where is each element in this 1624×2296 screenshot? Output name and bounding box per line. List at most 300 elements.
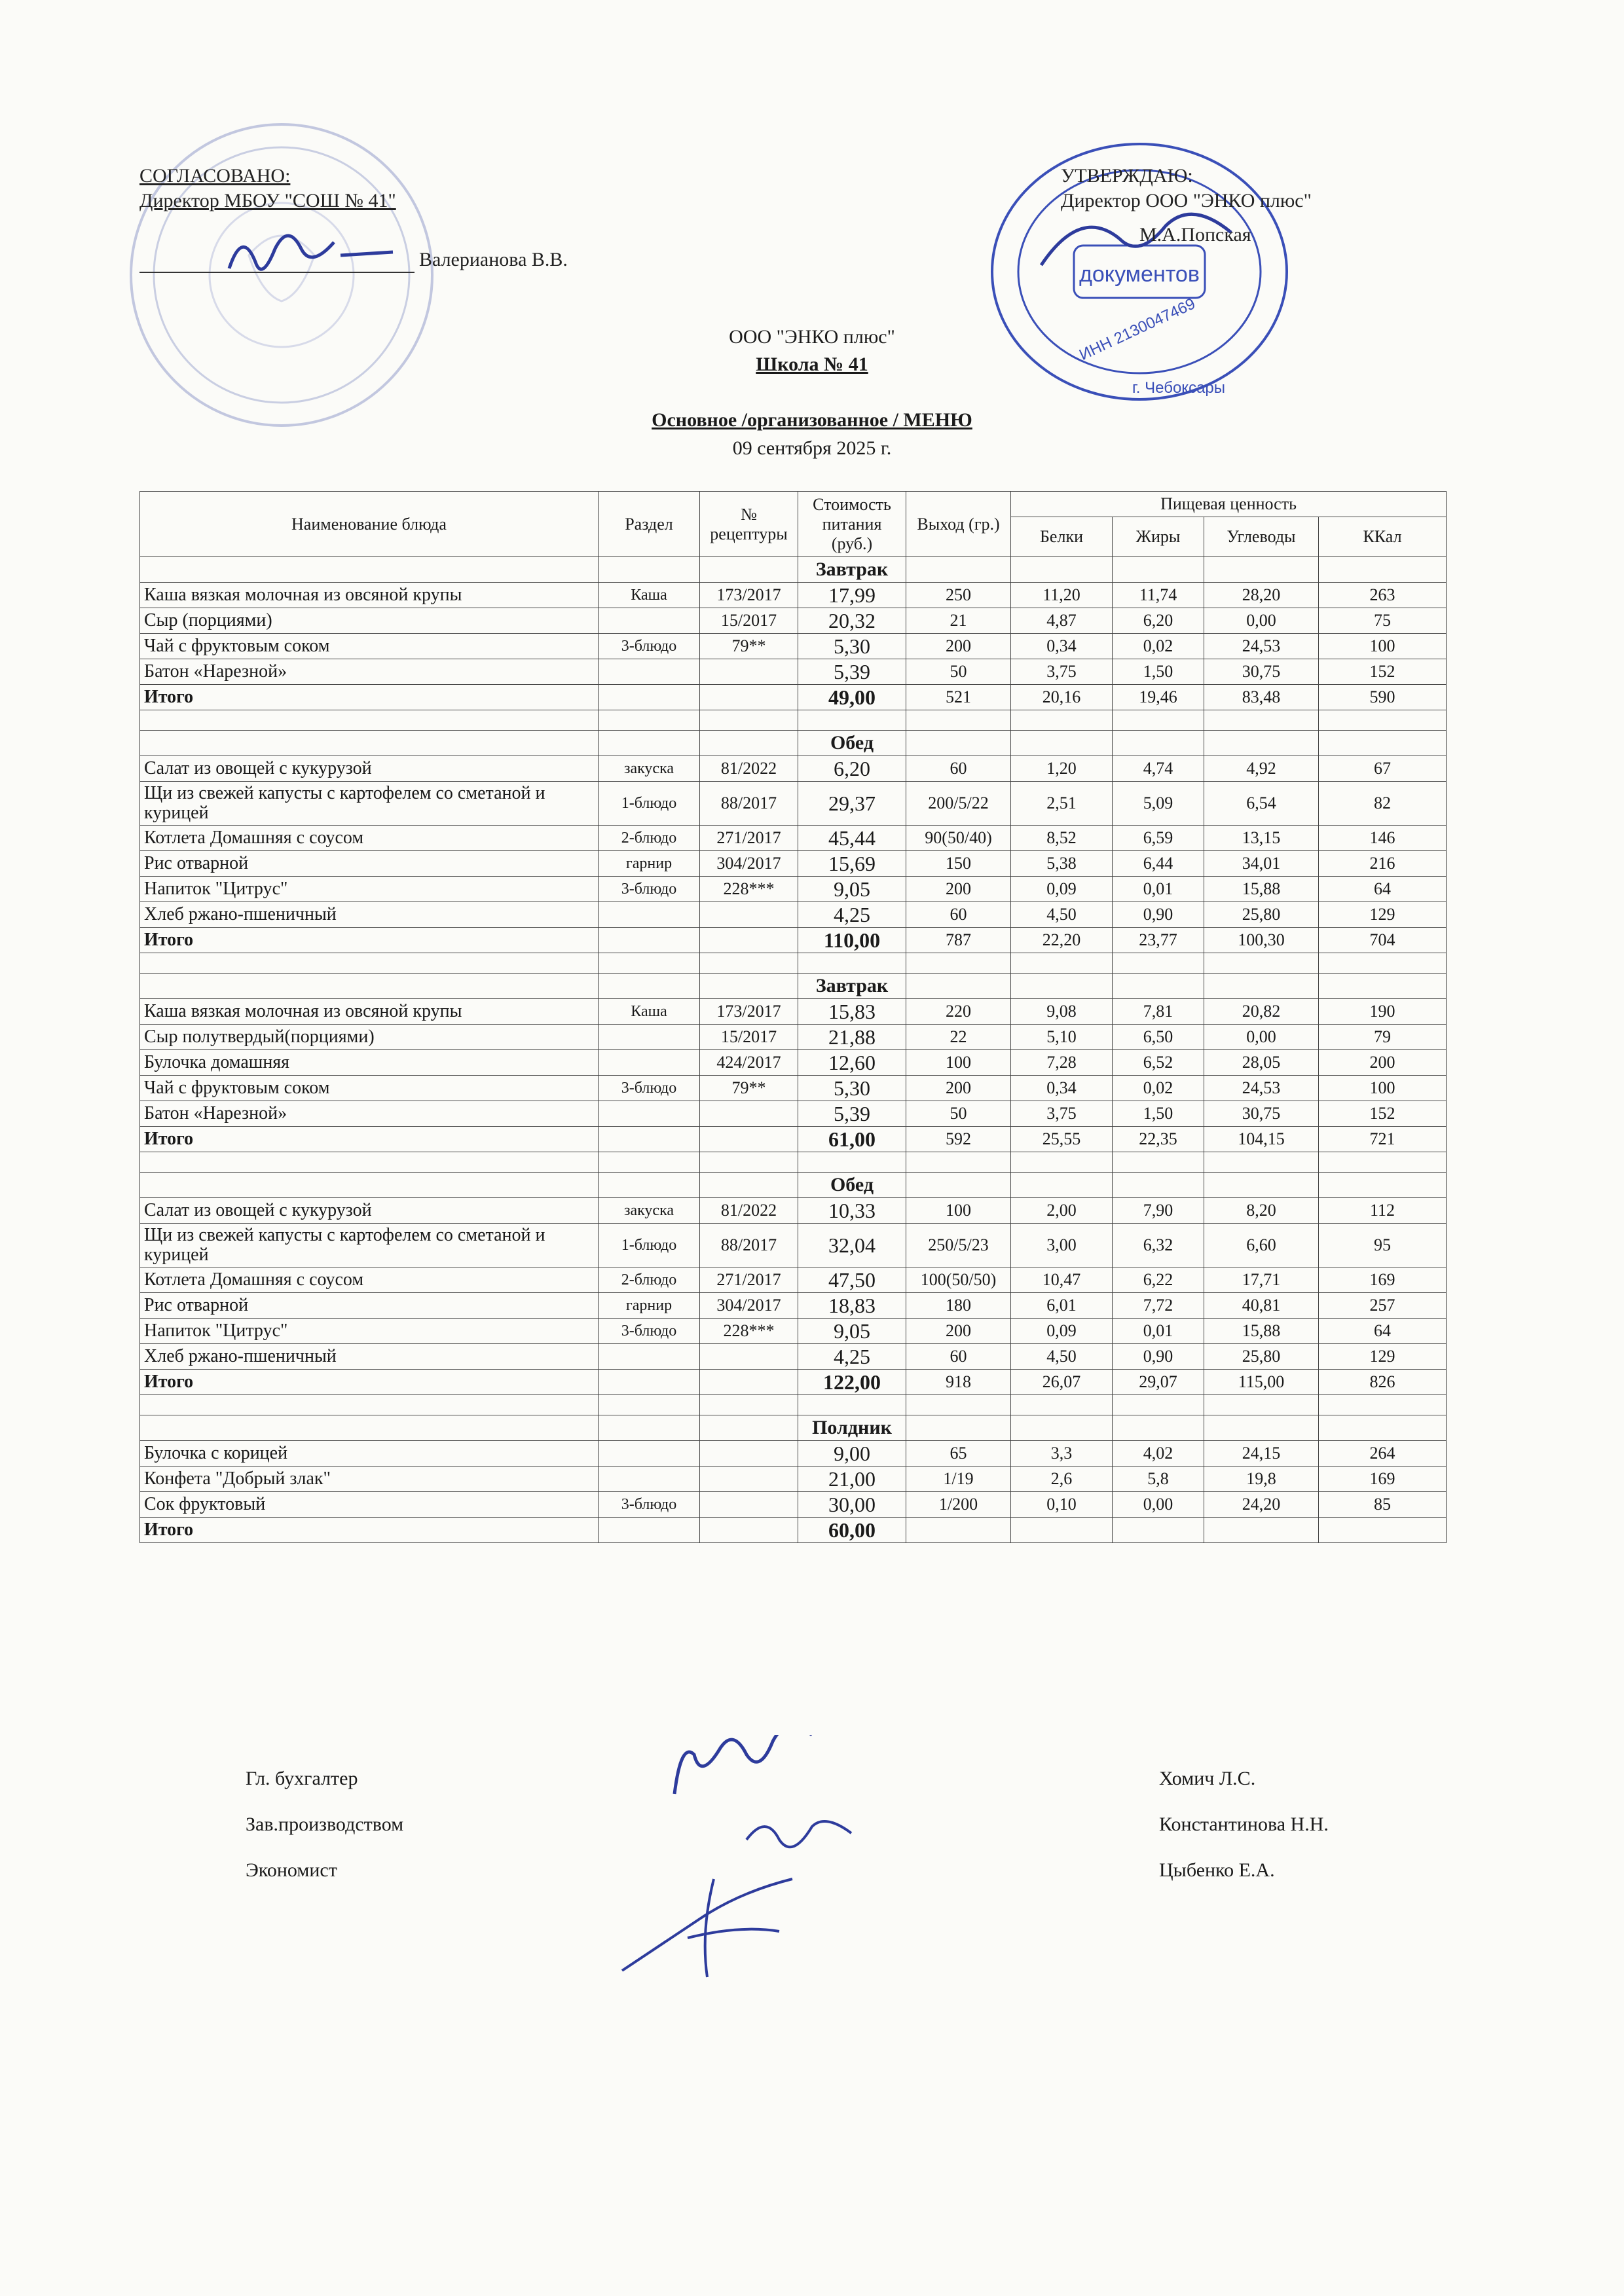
cell-protein: 0,34	[1011, 634, 1113, 659]
cell-name: Сыр полутвердый(порциями)	[140, 1025, 599, 1050]
empty-cell	[1113, 1173, 1204, 1198]
total-row	[140, 1370, 1447, 1395]
cell-kcal: 67	[1319, 756, 1447, 782]
cell-recipe	[700, 659, 798, 685]
cell-section	[599, 928, 700, 953]
cell-carbs: 30,75	[1204, 659, 1319, 685]
cell-fat: 6,32	[1113, 1224, 1204, 1267]
cell-fat: 0,00	[1113, 1492, 1204, 1518]
cell-kcal: 82	[1319, 782, 1447, 826]
approval-right-position: Директор ООО "ЭНКО плюс"	[1061, 190, 1312, 211]
cell-yield: 21	[906, 608, 1011, 634]
cell-fat: 0,01	[1113, 877, 1204, 902]
cell-yield: 65	[906, 1441, 1011, 1467]
cell-yield: 200	[906, 877, 1011, 902]
empty-cell	[140, 974, 599, 999]
cell-kcal: 190	[1319, 999, 1447, 1025]
cell-recipe: 15/2017	[700, 608, 798, 634]
cell-yield: 1/200	[906, 1492, 1011, 1518]
cell-yield: 918	[906, 1370, 1011, 1395]
empty-cell	[140, 1395, 599, 1415]
cell-cost: 9,00	[798, 1441, 906, 1467]
empty-cell	[906, 1152, 1011, 1173]
cell-section: 1-блюдо	[599, 782, 700, 826]
cell-name: Итого	[140, 928, 599, 953]
cell-cost: 5,30	[798, 634, 906, 659]
cell-yield: 60	[906, 902, 1011, 928]
signature-line-left	[139, 272, 415, 273]
cell-carbs: 15,88	[1204, 877, 1319, 902]
cell-protein: 0,34	[1011, 1076, 1113, 1101]
cell-protein: 4,50	[1011, 1344, 1113, 1370]
cell-kcal: 112	[1319, 1198, 1447, 1224]
table-row	[140, 1344, 1447, 1370]
cell-recipe: 173/2017	[700, 999, 798, 1025]
cell-protein: 2,6	[1011, 1467, 1113, 1492]
cell-carbs: 24,15	[1204, 1441, 1319, 1467]
cell-carbs	[1204, 1518, 1319, 1543]
cell-cost: 49,00	[798, 685, 906, 710]
meal-label: Обед	[798, 731, 906, 756]
cell-recipe	[700, 1441, 798, 1467]
cell-section	[599, 1441, 700, 1467]
empty-cell	[599, 1152, 700, 1173]
cell-protein: 2,51	[1011, 782, 1113, 826]
cell-cost: 5,39	[798, 1101, 906, 1127]
cell-fat: 4,74	[1113, 756, 1204, 782]
cell-fat: 22,35	[1113, 1127, 1204, 1152]
empty-cell	[1011, 1415, 1113, 1441]
table-row	[140, 1198, 1447, 1224]
cell-carbs: 104,15	[1204, 1127, 1319, 1152]
cell-protein: 25,55	[1011, 1127, 1113, 1152]
cell-section: 3-блюдо	[599, 1492, 700, 1518]
cell-section: 3-блюдо	[599, 634, 700, 659]
cell-yield: 787	[906, 928, 1011, 953]
cell-fat: 0,02	[1113, 1076, 1204, 1101]
empty-cell	[1204, 953, 1319, 974]
cell-fat: 6,44	[1113, 851, 1204, 877]
col-header-section: Раздел	[599, 492, 700, 557]
cell-name: Конфета "Добрый злак"	[140, 1467, 599, 1492]
meal-header-row	[140, 1415, 1447, 1441]
empty-cell	[1113, 557, 1204, 583]
footer-name-economist: Цыбенко Е.А.	[1159, 1859, 1275, 1881]
cell-fat: 5,8	[1113, 1467, 1204, 1492]
cell-fat: 0,01	[1113, 1319, 1204, 1344]
empty-cell	[599, 953, 700, 974]
menu-table	[139, 491, 1447, 1543]
table-row	[140, 1050, 1447, 1076]
empty-cell	[599, 974, 700, 999]
menu-title: Основное /организованное / МЕНЮ	[652, 409, 972, 431]
cell-fat: 6,50	[1113, 1025, 1204, 1050]
cell-recipe	[700, 1370, 798, 1395]
cell-name: Салат из овощей с кукурузой	[140, 756, 599, 782]
approval-right-signatory: М.А.Попская	[1139, 224, 1251, 246]
cell-protein: 3,75	[1011, 659, 1113, 685]
cell-kcal: 152	[1319, 1101, 1447, 1127]
cell-fat	[1113, 1518, 1204, 1543]
cell-kcal: 100	[1319, 1076, 1447, 1101]
empty-cell	[700, 1173, 798, 1198]
cell-fat: 11,74	[1113, 583, 1204, 608]
total-row	[140, 685, 1447, 710]
cell-cost: 32,04	[798, 1224, 906, 1267]
cell-cost: 30,00	[798, 1492, 906, 1518]
cell-name: Сок фруктовый	[140, 1492, 599, 1518]
table-row	[140, 634, 1447, 659]
cell-fat: 7,90	[1113, 1198, 1204, 1224]
meal-header-row	[140, 974, 1447, 999]
cell-recipe	[700, 1467, 798, 1492]
cell-fat: 5,09	[1113, 782, 1204, 826]
cell-kcal: 169	[1319, 1467, 1447, 1492]
cell-fat: 4,02	[1113, 1441, 1204, 1467]
empty-cell	[140, 1173, 599, 1198]
cell-yield: 100	[906, 1198, 1011, 1224]
production-signature	[740, 1800, 871, 1859]
empty-cell	[1113, 974, 1204, 999]
cell-section	[599, 1050, 700, 1076]
cell-protein: 10,47	[1011, 1267, 1113, 1293]
cell-fat: 6,22	[1113, 1267, 1204, 1293]
stamp-city: г. Чебоксары	[1132, 379, 1226, 397]
cell-recipe: 304/2017	[700, 1293, 798, 1319]
empty-cell	[1319, 953, 1447, 974]
empty-cell	[1113, 953, 1204, 974]
empty-cell	[700, 1152, 798, 1173]
cell-yield: 100	[906, 1050, 1011, 1076]
cell-cost: 110,00	[798, 928, 906, 953]
cell-cost: 5,39	[798, 659, 906, 685]
cell-fat: 0,90	[1113, 1344, 1204, 1370]
col-header-kcal: ККал	[1319, 517, 1447, 557]
cell-cost: 6,20	[798, 756, 906, 782]
cell-name: Хлеб ржано-пшеничный	[140, 902, 599, 928]
cell-carbs: 115,00	[1204, 1370, 1319, 1395]
approval-left-signatory: Валерианова В.В.	[419, 249, 568, 270]
table-row	[140, 877, 1447, 902]
col-header-nutrition: Пищевая ценность	[1011, 492, 1447, 517]
cell-cost: 9,05	[798, 877, 906, 902]
empty-cell	[906, 974, 1011, 999]
empty-cell	[599, 1395, 700, 1415]
cell-carbs: 13,15	[1204, 826, 1319, 851]
school-stamp	[118, 111, 445, 439]
cell-kcal	[1319, 1518, 1447, 1543]
menu-body	[140, 557, 1447, 1543]
cell-carbs: 28,20	[1204, 583, 1319, 608]
cell-carbs: 30,75	[1204, 1101, 1319, 1127]
empty-cell	[1204, 1395, 1319, 1415]
cell-name: Напиток "Цитрус"	[140, 1319, 599, 1344]
cell-recipe: 228***	[700, 877, 798, 902]
total-row	[140, 1518, 1447, 1543]
cell-fat: 7,72	[1113, 1293, 1204, 1319]
empty-cell	[1204, 1173, 1319, 1198]
cell-protein: 0,09	[1011, 1319, 1113, 1344]
cell-yield: 150	[906, 851, 1011, 877]
cell-carbs: 28,05	[1204, 1050, 1319, 1076]
footer-name-production: Константинова Н.Н.	[1159, 1813, 1329, 1835]
cell-fat: 6,52	[1113, 1050, 1204, 1076]
cell-yield: 220	[906, 999, 1011, 1025]
footer-role-production: Зав.производством	[246, 1813, 404, 1835]
cell-carbs: 6,54	[1204, 782, 1319, 826]
cell-protein: 2,00	[1011, 1198, 1113, 1224]
cell-kcal: 264	[1319, 1441, 1447, 1467]
empty-cell	[1011, 953, 1113, 974]
cell-kcal: 100	[1319, 634, 1447, 659]
cell-section: 3-блюдо	[599, 877, 700, 902]
empty-cell	[1204, 710, 1319, 731]
cell-recipe	[700, 1101, 798, 1127]
cell-recipe: 81/2022	[700, 1198, 798, 1224]
cell-yield: 60	[906, 1344, 1011, 1370]
cell-cost: 47,50	[798, 1267, 906, 1293]
meal-label: Обед	[798, 1173, 906, 1198]
cell-yield: 60	[906, 756, 1011, 782]
cell-protein: 3,00	[1011, 1224, 1113, 1267]
table-row	[140, 659, 1447, 685]
cell-yield: 250	[906, 583, 1011, 608]
table-row	[140, 1101, 1447, 1127]
col-header-yield: Выход (гр.)	[906, 492, 1011, 557]
empty-cell	[1319, 731, 1447, 756]
cell-section	[599, 1518, 700, 1543]
approval-right-title: УТВЕРЖДАЮ:	[1061, 165, 1193, 187]
cell-kcal: 64	[1319, 877, 1447, 902]
cell-recipe: 271/2017	[700, 1267, 798, 1293]
empty-cell	[1011, 1173, 1113, 1198]
cell-cost: 60,00	[798, 1518, 906, 1543]
cell-recipe: 88/2017	[700, 782, 798, 826]
cell-section: гарнир	[599, 851, 700, 877]
cell-section	[599, 1101, 700, 1127]
cell-recipe	[700, 928, 798, 953]
cell-name: Котлета Домашняя с соусом	[140, 826, 599, 851]
cell-name: Батон «Нарезной»	[140, 1101, 599, 1127]
empty-cell	[1011, 1152, 1113, 1173]
cell-cost: 29,37	[798, 782, 906, 826]
col-header-cost: Стоимость питания (руб.)	[798, 492, 906, 557]
empty-cell	[1204, 731, 1319, 756]
school-name: Школа № 41	[756, 354, 868, 375]
cell-section: 2-блюдо	[599, 826, 700, 851]
cell-cost: 15,83	[798, 999, 906, 1025]
cell-recipe	[700, 1492, 798, 1518]
cell-section: 2-блюдо	[599, 1267, 700, 1293]
cell-protein: 4,50	[1011, 902, 1113, 928]
cell-name: Чай с фруктовым соком	[140, 1076, 599, 1101]
cell-name: Хлеб ржано-пшеничный	[140, 1344, 599, 1370]
cell-recipe: 228***	[700, 1319, 798, 1344]
empty-cell	[700, 1395, 798, 1415]
empty-cell	[906, 710, 1011, 731]
cell-kcal: 169	[1319, 1267, 1447, 1293]
cell-yield: 200/5/22	[906, 782, 1011, 826]
empty-cell	[700, 953, 798, 974]
cell-name: Чай с фруктовым соком	[140, 634, 599, 659]
total-row	[140, 928, 1447, 953]
cell-name: Рис отварной	[140, 1293, 599, 1319]
col-header-carbs: Углеводы	[1204, 517, 1319, 557]
cell-kcal: 263	[1319, 583, 1447, 608]
approval-left-position: Директор МБОУ "СОШ № 41"	[139, 190, 396, 211]
empty-cell	[599, 710, 700, 731]
empty-cell	[1204, 1415, 1319, 1441]
cell-section	[599, 685, 700, 710]
empty-cell	[140, 557, 599, 583]
empty-cell	[140, 731, 599, 756]
cell-section	[599, 1025, 700, 1050]
cell-protein: 9,08	[1011, 999, 1113, 1025]
col-header-name: Наименование блюда	[140, 492, 599, 557]
approval-left-title: СОГЛАСОВАНО:	[139, 165, 291, 187]
cell-cost: 21,88	[798, 1025, 906, 1050]
table-row	[140, 782, 1447, 826]
cell-fat: 0,02	[1113, 634, 1204, 659]
cell-protein: 0,10	[1011, 1492, 1113, 1518]
cell-section	[599, 608, 700, 634]
cell-kcal: 129	[1319, 1344, 1447, 1370]
meal-header-row	[140, 1173, 1447, 1198]
cell-section	[599, 1127, 700, 1152]
cell-section: закуска	[599, 756, 700, 782]
cell-kcal: 721	[1319, 1127, 1447, 1152]
empty-cell	[798, 1152, 906, 1173]
cell-name: Щи из свежей капусты с картофелем со сметаной и курицей	[140, 782, 599, 826]
cell-name: Котлета Домашняя с соусом	[140, 1267, 599, 1293]
table-row	[140, 608, 1447, 634]
cell-section: закуска	[599, 1198, 700, 1224]
cell-yield: 100(50/50)	[906, 1267, 1011, 1293]
empty-cell	[599, 557, 700, 583]
table-row	[140, 1319, 1447, 1344]
cell-protein: 22,20	[1011, 928, 1113, 953]
table-row	[140, 999, 1447, 1025]
cell-cost: 4,25	[798, 1344, 906, 1370]
cell-carbs: 8,20	[1204, 1198, 1319, 1224]
empty-cell	[700, 974, 798, 999]
footer-name-accountant: Хомич Л.С.	[1159, 1768, 1256, 1789]
director-signature-left	[216, 216, 413, 295]
cell-name: Булочка с корицей	[140, 1441, 599, 1467]
cell-carbs: 0,00	[1204, 608, 1319, 634]
empty-cell	[1011, 731, 1113, 756]
cell-name: Напиток "Цитрус"	[140, 877, 599, 902]
col-header-fat: Жиры	[1113, 517, 1204, 557]
spacer-row	[140, 1395, 1447, 1415]
table-row	[140, 826, 1447, 851]
cell-recipe	[700, 685, 798, 710]
cell-section	[599, 1370, 700, 1395]
cell-cost: 10,33	[798, 1198, 906, 1224]
total-row	[140, 1127, 1447, 1152]
cell-section	[599, 902, 700, 928]
table-row	[140, 1492, 1447, 1518]
cell-protein	[1011, 1518, 1113, 1543]
cell-carbs: 83,48	[1204, 685, 1319, 710]
col-header-protein: Белки	[1011, 517, 1113, 557]
cell-carbs: 15,88	[1204, 1319, 1319, 1344]
cell-section	[599, 1344, 700, 1370]
cell-name: Итого	[140, 1518, 599, 1543]
cell-cost: 61,00	[798, 1127, 906, 1152]
table-row	[140, 1076, 1447, 1101]
stamp-inn: ИНН 2130047469	[1077, 295, 1198, 365]
cell-recipe: 424/2017	[700, 1050, 798, 1076]
empty-cell	[1113, 710, 1204, 731]
empty-cell	[599, 1173, 700, 1198]
cell-yield: 90(50/40)	[906, 826, 1011, 851]
cell-fat: 19,46	[1113, 685, 1204, 710]
cell-protein: 26,07	[1011, 1370, 1113, 1395]
cell-section: 3-блюдо	[599, 1076, 700, 1101]
cell-fat: 0,90	[1113, 902, 1204, 928]
empty-cell	[1011, 1395, 1113, 1415]
cell-kcal: 826	[1319, 1370, 1447, 1395]
table-row	[140, 1441, 1447, 1467]
cell-recipe: 304/2017	[700, 851, 798, 877]
cell-cost: 4,25	[798, 902, 906, 928]
cell-name: Щи из свежей капусты с картофелем со сметаной и курицей	[140, 1224, 599, 1267]
cell-recipe: 173/2017	[700, 583, 798, 608]
cell-fat: 1,50	[1113, 1101, 1204, 1127]
cell-recipe	[700, 1127, 798, 1152]
table-row	[140, 756, 1447, 782]
approval-right	[1061, 164, 1312, 213]
cell-fat: 6,59	[1113, 826, 1204, 851]
empty-cell	[1319, 710, 1447, 731]
cell-cost: 5,30	[798, 1076, 906, 1101]
cell-name: Булочка домашняя	[140, 1050, 599, 1076]
cell-yield: 200	[906, 1319, 1011, 1344]
cell-fat: 29,07	[1113, 1370, 1204, 1395]
cell-cost: 45,44	[798, 826, 906, 851]
cell-protein: 6,01	[1011, 1293, 1113, 1319]
cell-protein: 3,3	[1011, 1441, 1113, 1467]
empty-cell	[1113, 1152, 1204, 1173]
cell-fat: 6,20	[1113, 608, 1204, 634]
empty-cell	[798, 710, 906, 731]
cell-carbs: 100,30	[1204, 928, 1319, 953]
empty-cell	[1204, 557, 1319, 583]
meal-label: Завтрак	[798, 974, 906, 999]
cell-yield: 521	[906, 685, 1011, 710]
cell-protein: 8,52	[1011, 826, 1113, 851]
cell-recipe	[700, 1344, 798, 1370]
cell-protein: 3,75	[1011, 1101, 1113, 1127]
cell-protein: 7,28	[1011, 1050, 1113, 1076]
cell-recipe: 79**	[700, 1076, 798, 1101]
cell-name: Салат из овощей с кукурузой	[140, 1198, 599, 1224]
empty-cell	[140, 710, 599, 731]
cell-section: 3-блюдо	[599, 1319, 700, 1344]
empty-cell	[700, 731, 798, 756]
cell-kcal: 257	[1319, 1293, 1447, 1319]
cell-cost: 20,32	[798, 608, 906, 634]
meal-label: Завтрак	[798, 557, 906, 583]
approval-left	[139, 164, 396, 213]
cell-carbs: 25,80	[1204, 902, 1319, 928]
cell-protein: 20,16	[1011, 685, 1113, 710]
economist-signature	[609, 1866, 832, 1984]
empty-cell	[1113, 1415, 1204, 1441]
footer-role-economist: Экономист	[246, 1859, 337, 1881]
table-row	[140, 583, 1447, 608]
